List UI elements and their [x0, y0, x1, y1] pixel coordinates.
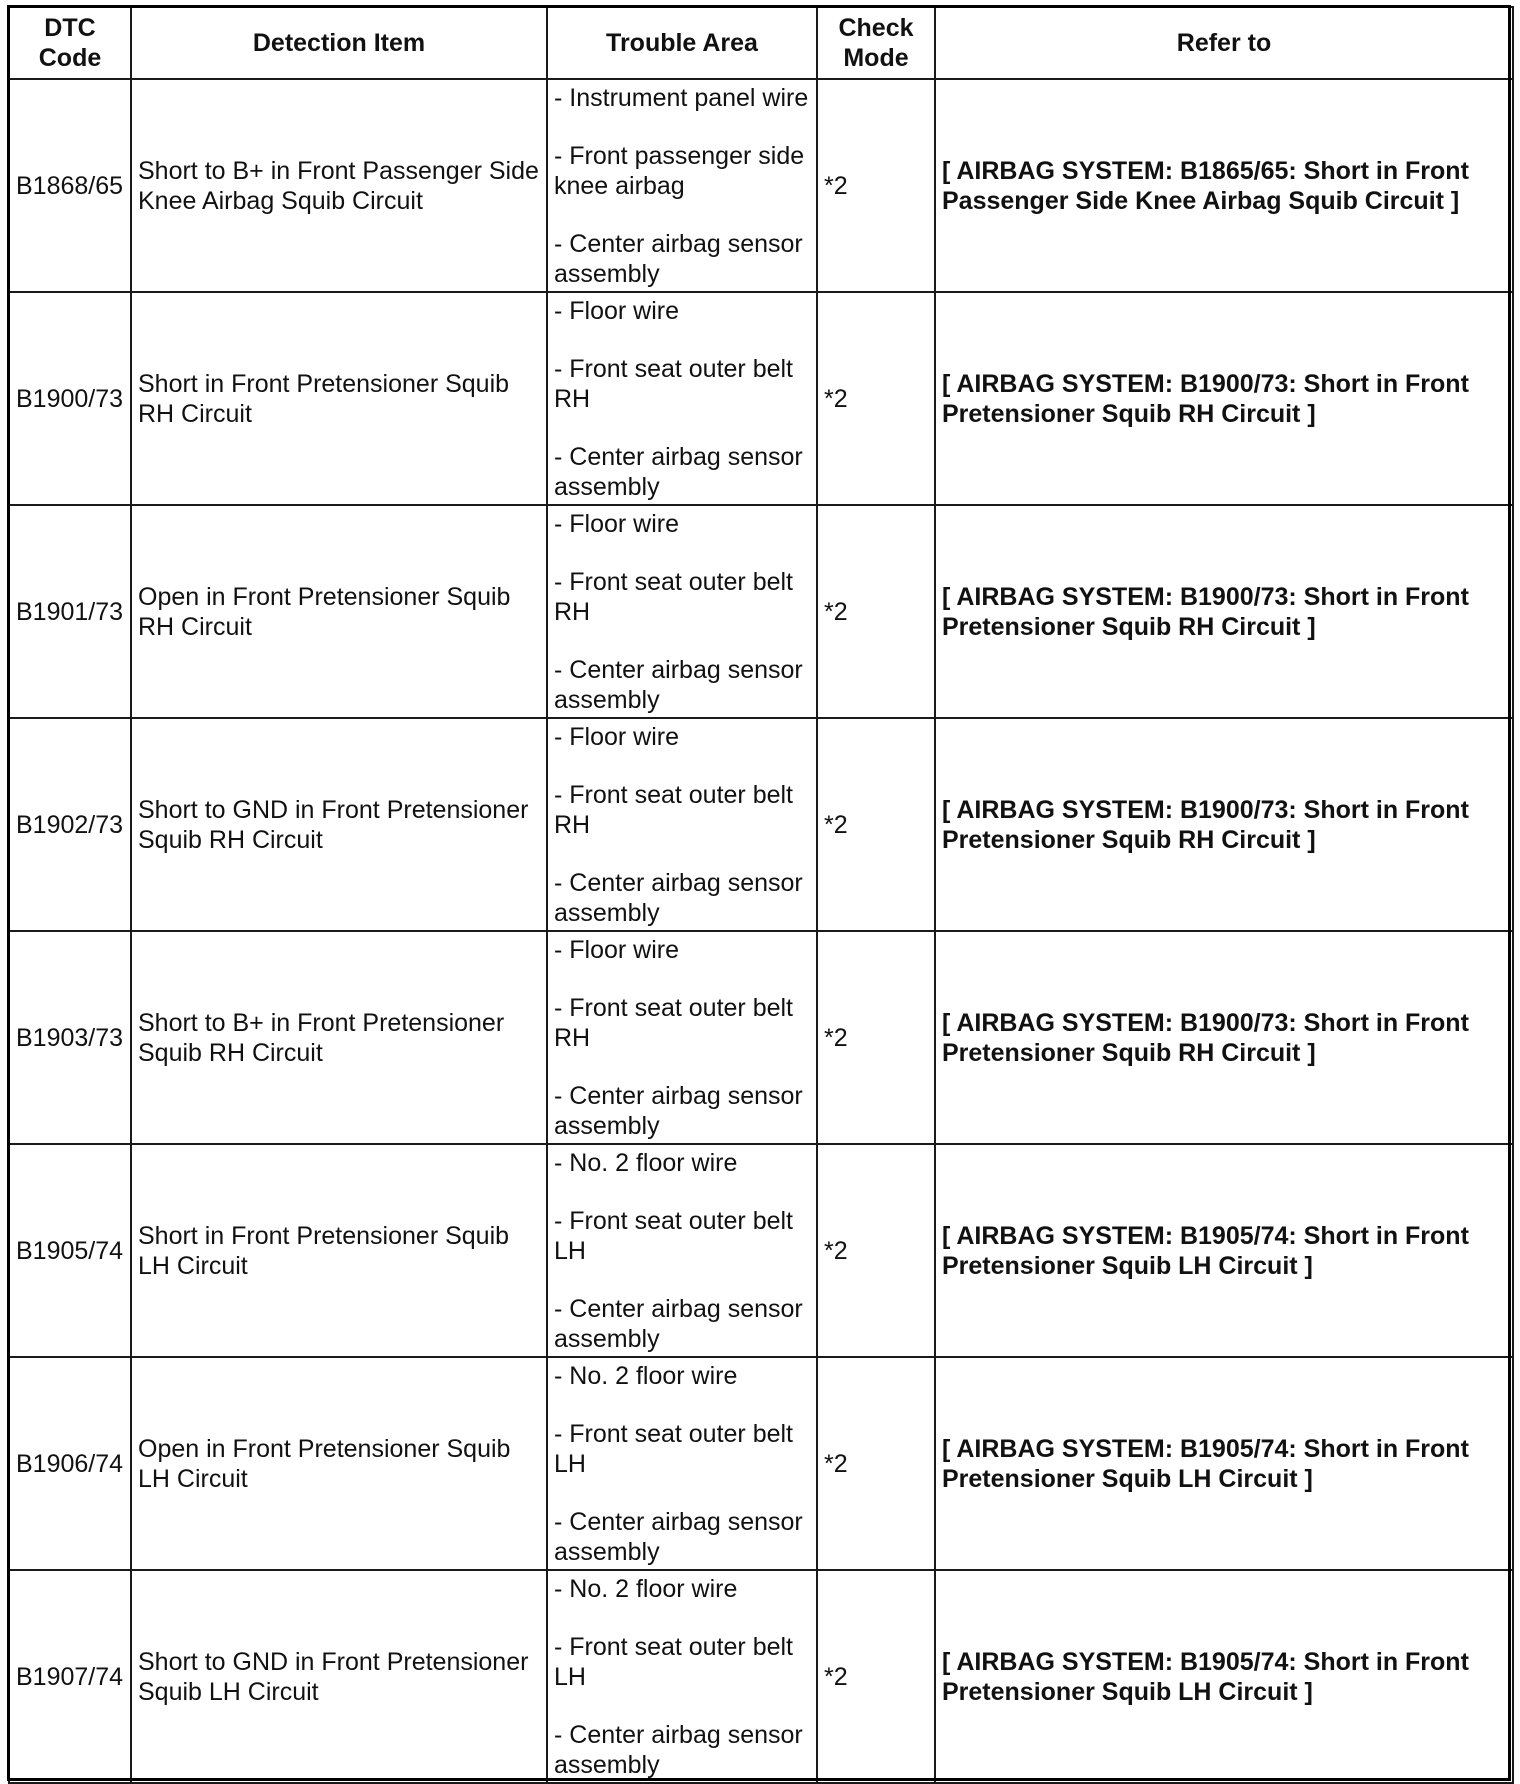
refer-to-cell: [935, 1357, 1513, 1570]
trouble-area-item: - Center airbag sensor assembly: [554, 868, 803, 927]
check-mode-cell: [817, 718, 935, 931]
trouble-area-item: - Front seat outer belt RH: [554, 567, 794, 626]
detection-item-cell: [131, 292, 547, 505]
dtc-code: B1902/73: [16, 810, 124, 839]
detection-item: Short to B+ in Front Passenger Side Knee Airbag Squib Circuit: [138, 156, 539, 215]
trouble-area-cell: [547, 1570, 817, 1783]
refer-to-link[interactable]: [ AIRBAG SYSTEM: B1900/73: Short in Front Pretensioner Squib RH Circuit ]: [942, 369, 1469, 428]
check-mode: *2: [824, 597, 848, 626]
header-detection-item-label: Detection Item: [252, 29, 426, 57]
trouble-area-item: - Center airbag sensor assembly: [554, 1081, 803, 1140]
trouble-area-cell: [547, 931, 817, 1144]
check-mode-cell: [817, 292, 935, 505]
detection-item: Short to GND in Front Pretensioner Squib RH Circuit: [138, 795, 529, 854]
trouble-area-item: - Instrument panel wire: [554, 83, 809, 112]
trouble-area-item: - Front seat outer belt LH: [554, 1419, 794, 1478]
check-mode-cell: [817, 1570, 935, 1783]
trouble-area-item: - No. 2 floor wire: [554, 1148, 738, 1177]
refer-to-cell: [935, 292, 1513, 505]
refer-to-link[interactable]: [ AIRBAG SYSTEM: B1905/74: Short in Front Pretensioner Squib LH Circuit ]: [942, 1647, 1469, 1706]
trouble-area-item: - Center airbag sensor assembly: [554, 1507, 803, 1566]
detection-item-cell: [131, 931, 547, 1144]
header-check-mode: [817, 7, 935, 79]
dtc-code: B1905/74: [16, 1236, 124, 1265]
check-mode-cell: [817, 931, 935, 1144]
dtc-code: B1907/74: [16, 1662, 124, 1691]
header-detection-item: [131, 7, 547, 79]
dtc-code-cell: [9, 1570, 131, 1783]
header-dtc-code-label: DTC Code: [38, 14, 102, 72]
check-mode: *2: [824, 1449, 848, 1478]
dtc-code-cell: [9, 292, 131, 505]
refer-to-cell: [935, 1570, 1513, 1783]
detection-item-cell: [131, 1357, 547, 1570]
trouble-area-cell: [547, 1144, 817, 1357]
detection-item-cell: [131, 718, 547, 931]
header-check-mode-label: Check Mode: [838, 14, 914, 72]
table-row: [9, 1570, 1513, 1783]
trouble-area-item: - Floor wire: [554, 509, 680, 538]
check-mode: *2: [824, 171, 848, 200]
check-mode: *2: [824, 1662, 848, 1691]
refer-to-cell: [935, 505, 1513, 718]
dtc-table: [8, 6, 1514, 1784]
check-mode: *2: [824, 384, 848, 413]
trouble-area-item: - Floor wire: [554, 296, 680, 325]
trouble-area-cell: [547, 292, 817, 505]
refer-to-link[interactable]: [ AIRBAG SYSTEM: B1865/65: Short in Front Passenger Side Knee Airbag Squib Circuit ]: [942, 156, 1469, 215]
header-trouble-area-label: Trouble Area: [606, 29, 758, 57]
table-row: [9, 718, 1513, 931]
refer-to-link[interactable]: [ AIRBAG SYSTEM: B1905/74: Short in Front Pretensioner Squib LH Circuit ]: [942, 1434, 1469, 1493]
dtc-code: B1900/73: [16, 384, 124, 413]
table-row: [9, 931, 1513, 1144]
refer-to-cell: [935, 1144, 1513, 1357]
trouble-area-item: - Center airbag sensor assembly: [554, 655, 803, 714]
refer-to-link[interactable]: [ AIRBAG SYSTEM: B1900/73: Short in Front Pretensioner Squib RH Circuit ]: [942, 1008, 1469, 1067]
detection-item-cell: [131, 505, 547, 718]
dtc-code: B1868/65: [16, 171, 124, 200]
trouble-area-cell: [547, 79, 817, 292]
table-row: [9, 292, 1513, 505]
refer-to-link[interactable]: [ AIRBAG SYSTEM: B1900/73: Short in Front Pretensioner Squib RH Circuit ]: [942, 795, 1469, 854]
refer-to-link[interactable]: [ AIRBAG SYSTEM: B1900/73: Short in Front Pretensioner Squib RH Circuit ]: [942, 582, 1469, 641]
detection-item: Open in Front Pretensioner Squib LH Circuit: [138, 1434, 511, 1493]
refer-to-cell: [935, 79, 1513, 292]
trouble-area-item: - Front seat outer belt RH: [554, 780, 794, 839]
dtc-code: B1906/74: [16, 1449, 124, 1478]
table-row: [9, 505, 1513, 718]
detection-item-cell: [131, 1570, 547, 1783]
trouble-area-cell: [547, 718, 817, 931]
check-mode: *2: [824, 810, 848, 839]
refer-to-cell: [935, 931, 1513, 1144]
header-dtc-code: [9, 7, 131, 79]
trouble-area-item: - Center airbag sensor assembly: [554, 1720, 803, 1779]
trouble-area-item: - No. 2 floor wire: [554, 1361, 738, 1390]
trouble-area-item: - Front seat outer belt RH: [554, 993, 794, 1052]
trouble-area-item: - Center airbag sensor assembly: [554, 1294, 803, 1353]
table-header: [9, 7, 1513, 79]
detection-item: Short to GND in Front Pretensioner Squib LH Circuit: [138, 1647, 529, 1706]
dtc-code-cell: [9, 1144, 131, 1357]
table-row: [9, 1357, 1513, 1570]
check-mode: *2: [824, 1236, 848, 1265]
trouble-area-item: - Front passenger side knee airbag: [554, 141, 805, 200]
detection-item: Short in Front Pretensioner Squib LH Circuit: [138, 1221, 510, 1280]
trouble-area-item: - Center airbag sensor assembly: [554, 442, 803, 501]
check-mode-cell: [817, 1357, 935, 1570]
detection-item: Short to B+ in Front Pretensioner Squib RH Circuit: [138, 1008, 505, 1067]
header-refer-to: [935, 7, 1513, 79]
table-row: [9, 1144, 1513, 1357]
refer-to-cell: [935, 718, 1513, 931]
check-mode-cell: [817, 79, 935, 292]
detection-item: Short in Front Pretensioner Squib RH Circuit: [138, 369, 510, 428]
dtc-code-cell: [9, 1357, 131, 1570]
trouble-area-item: - Front seat outer belt RH: [554, 354, 794, 413]
header-refer-to-label: Refer to: [1176, 29, 1272, 57]
detection-item: Open in Front Pretensioner Squib RH Circuit: [138, 582, 511, 641]
detection-item-cell: [131, 1144, 547, 1357]
dtc-code: B1903/73: [16, 1023, 124, 1052]
dtc-code: B1901/73: [16, 597, 124, 626]
table-row: [9, 79, 1513, 292]
trouble-area-item: - Floor wire: [554, 935, 680, 964]
detection-item-cell: [131, 79, 547, 292]
trouble-area-cell: [547, 505, 817, 718]
trouble-area-item: - Floor wire: [554, 722, 680, 751]
dtc-code-cell: [9, 931, 131, 1144]
check-mode-cell: [817, 1144, 935, 1357]
header-trouble-area: [547, 7, 817, 79]
dtc-code-cell: [9, 718, 131, 931]
table-body: [9, 79, 1513, 1783]
header-row: [9, 7, 1513, 79]
trouble-area-item: - Center airbag sensor assembly: [554, 229, 803, 288]
dtc-code-cell: [9, 505, 131, 718]
trouble-area-item: - Front seat outer belt LH: [554, 1206, 794, 1265]
trouble-area-item: - No. 2 floor wire: [554, 1574, 738, 1603]
dtc-code-cell: [9, 79, 131, 292]
check-mode-cell: [817, 505, 935, 718]
trouble-area-cell: [547, 1357, 817, 1570]
refer-to-link[interactable]: [ AIRBAG SYSTEM: B1905/74: Short in Front Pretensioner Squib LH Circuit ]: [942, 1221, 1469, 1280]
trouble-area-item: - Front seat outer belt LH: [554, 1632, 794, 1691]
check-mode: *2: [824, 1023, 848, 1052]
